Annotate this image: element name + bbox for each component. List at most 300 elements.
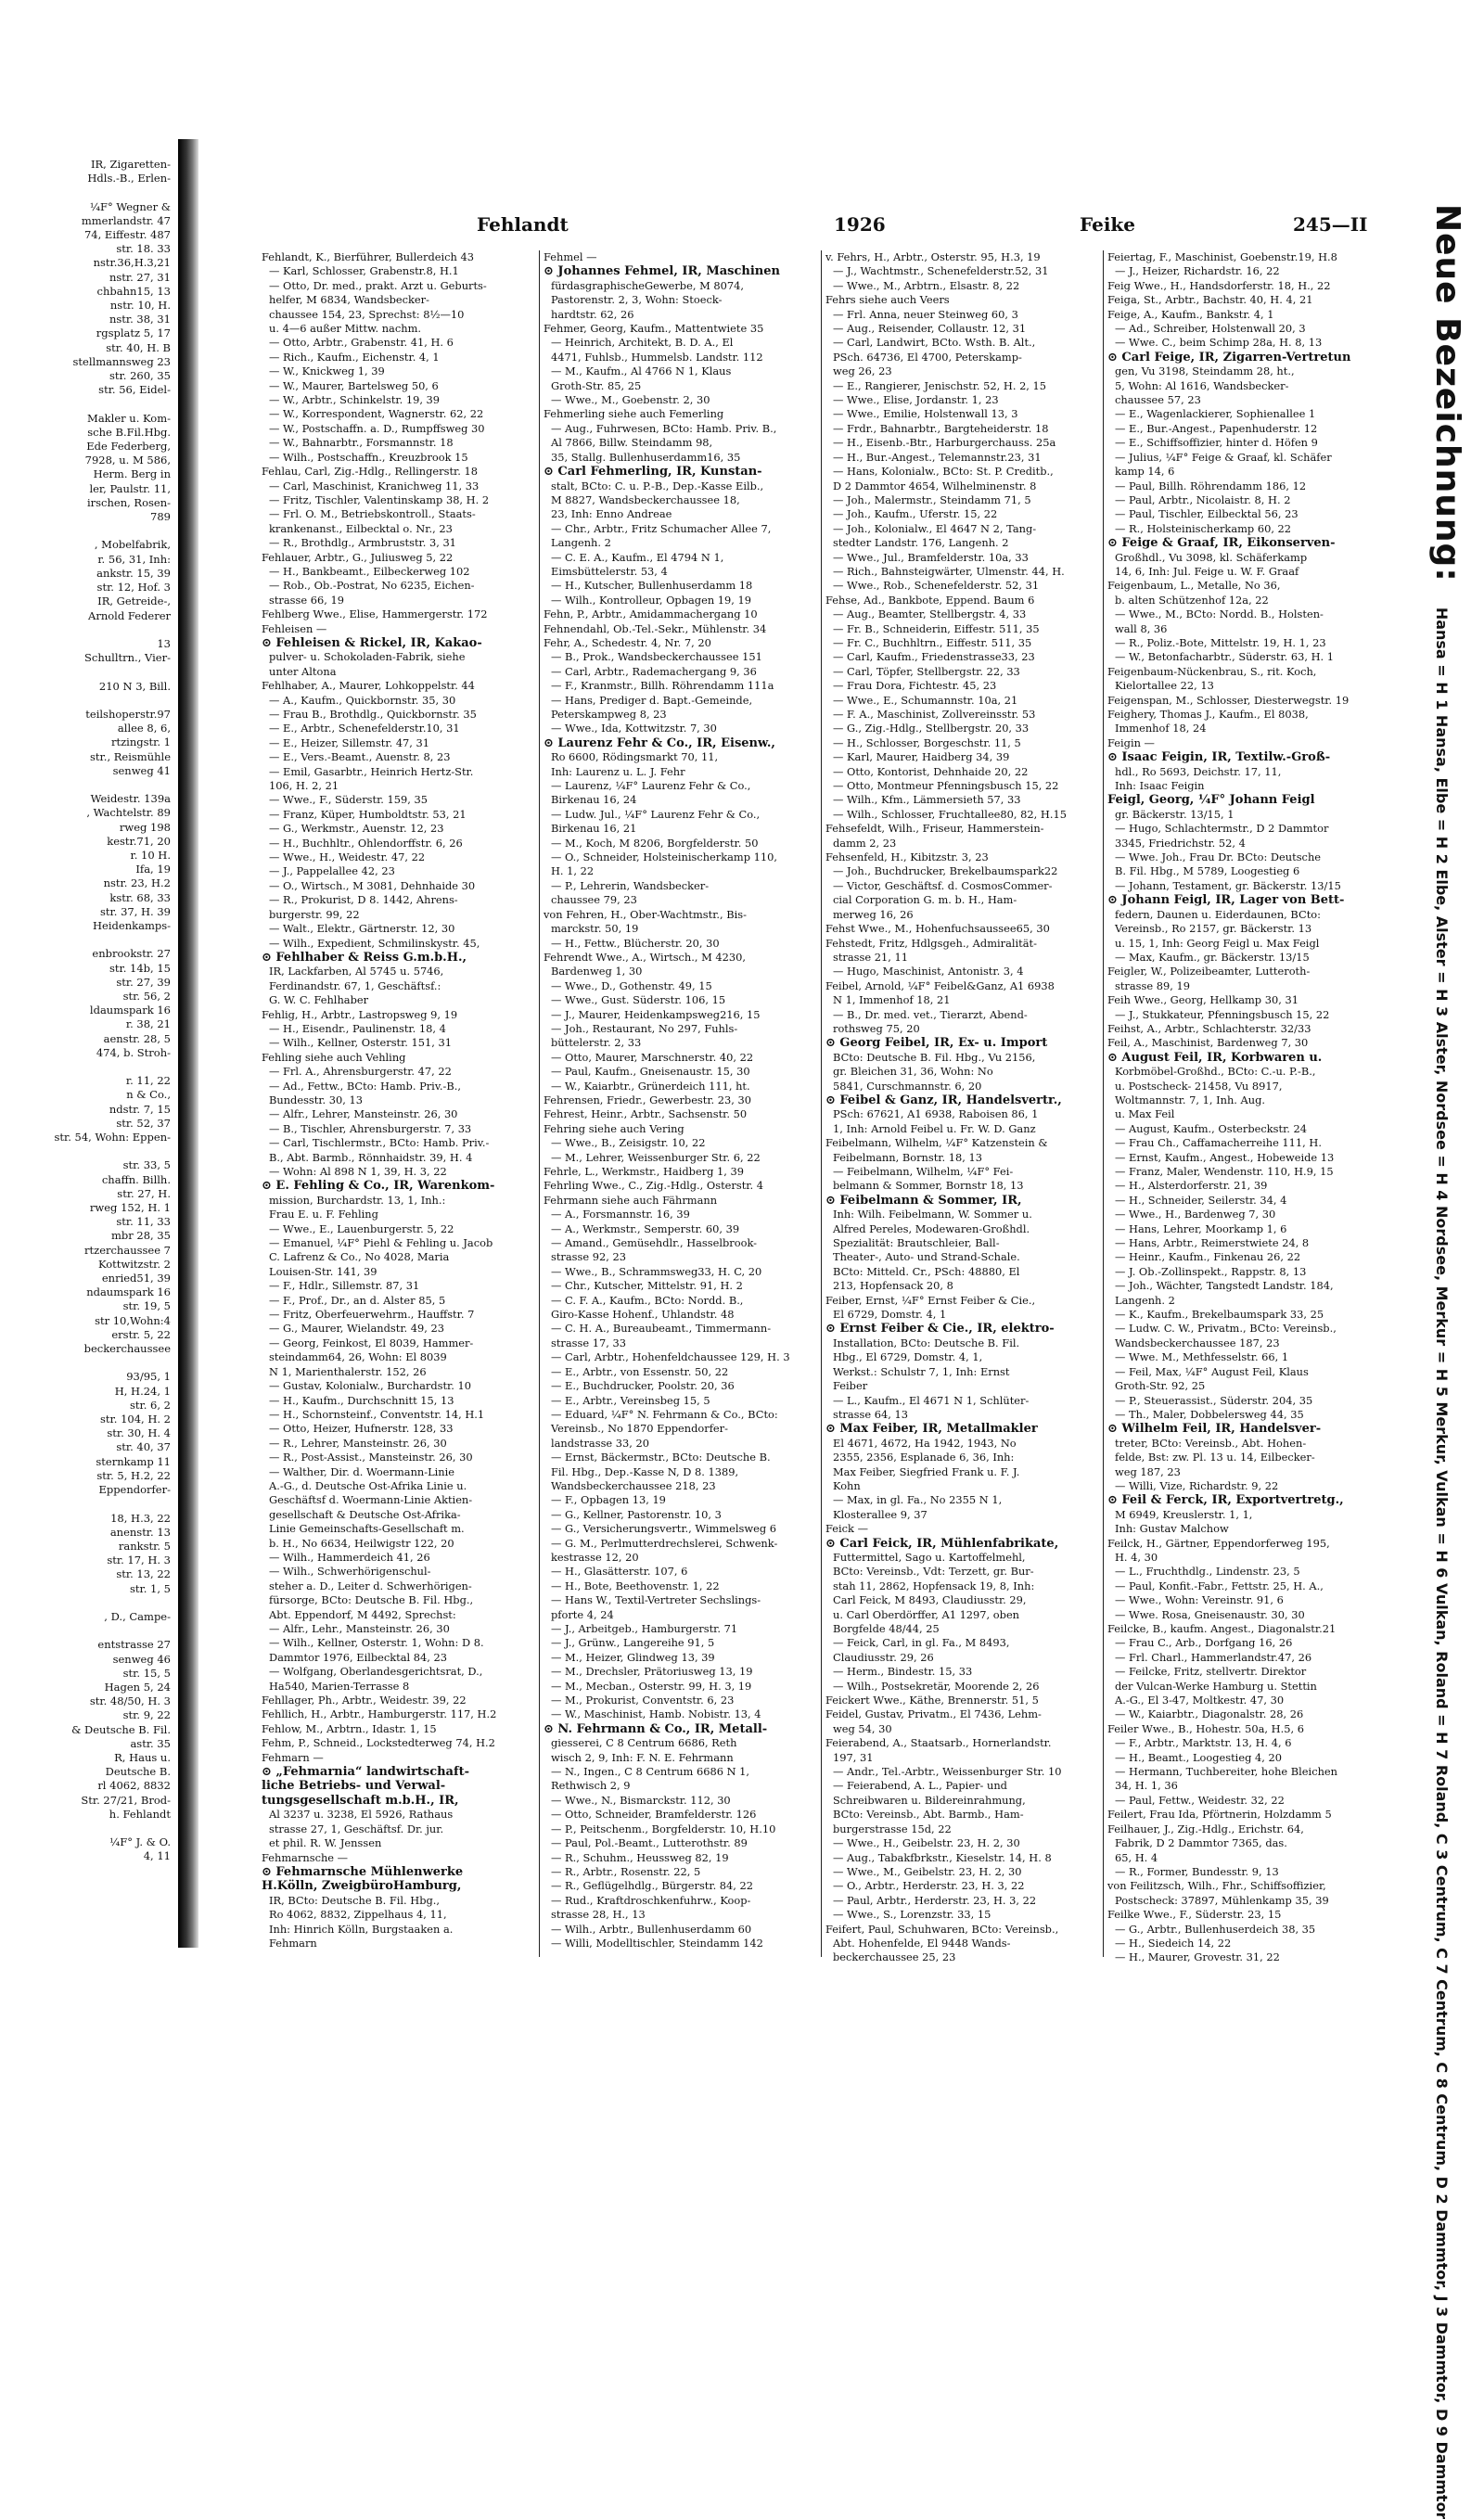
directory-entry: — Alfr., Lehr., Mansteinstr. 26, 30: [269, 1622, 450, 1635]
directory-entry: — R., Poliz.-Bote, Mittelstr. 19, H. 1, 23: [1115, 635, 1326, 649]
directory-entry: — Wilh., Kellner, Osterstr. 1, Wohn: D 8.: [269, 1636, 484, 1650]
directory-entry: — H., Kutscher, Bullenhuserdamm 18: [551, 579, 753, 593]
directory-entry: strasse 17, 33: [551, 1336, 626, 1349]
directory-entry: — Fritz, Tischler, Valentinskamp 38, H. 2: [269, 492, 490, 506]
directory-entry: Fehmerling siehe auch Femerling: [544, 407, 724, 421]
directory-entry: — F., Kranmstr., Billh. Röhrendamm 111a: [551, 679, 774, 693]
directory-entry: — J., Grünw., Langereihe 91, 5: [551, 1636, 715, 1650]
directory-entry: ⊙ Carl Feick, IR, Mühlenfabrikate,: [825, 1536, 1059, 1551]
directory-entry: Hbg., El 6729, Domstr. 4, 1,: [833, 1350, 983, 1364]
left-page-line: Str. 27/21, Brod-: [81, 1793, 171, 1807]
left-page-line: nstr. 27, 31: [109, 270, 171, 284]
directory-entry: Fehrmann siehe auch Fährmann: [544, 1193, 718, 1207]
left-page-line: Ede Federberg,: [86, 440, 171, 454]
directory-entry: — Walt., Elektr., Gärtnerstr. 12, 30: [269, 922, 455, 936]
left-page-line: senweg 46: [112, 1652, 171, 1666]
directory-entry: Fehlig, H., Arbtr., Lastropsweg 9, 19: [262, 1007, 458, 1021]
directory-entry: El 4671, 4672, Ha 1942, 1943, No: [833, 1436, 1017, 1450]
directory-entry: — Ernst, Bäckermstr., BCto: Deutsche B.: [551, 1451, 771, 1464]
left-page-line: nstr. 23, H.2: [103, 876, 171, 890]
left-page-line: str. 40, H. B: [106, 340, 171, 354]
left-page-line: senweg 41: [112, 763, 171, 777]
directory-entry: — O., Schneider, Holsteinischerkamp 110,: [551, 850, 777, 864]
directory-entry: Bundesstr. 30, 13: [269, 1093, 364, 1106]
directory-entry: wall 8, 36: [1115, 621, 1168, 635]
directory-entry: Langenh. 2: [551, 536, 611, 550]
directory-entry: wisch 2, 9, Inh: F. N. E. Fehrmann: [551, 1750, 734, 1764]
directory-entry: Fehrling Wwe., C., Zig.-Hdlg., Osterstr. 4: [544, 1179, 763, 1193]
directory-entry: M 8827, Wandsbeckerchaussee 18,: [551, 492, 740, 506]
left-page-line: rweg 152, H. 1: [89, 1201, 171, 1215]
left-page-line: str. 48/50, H. 3: [89, 1694, 171, 1708]
directory-entry: Feiler Wwe., B., Hohestr. 50a, H.5, 6: [1107, 1721, 1304, 1735]
directory-entry: — H., Buchhltr., Ohlendorffstr. 6, 26: [269, 836, 463, 850]
left-page-line: [0, 1356, 176, 1370]
directory-entry: — Chr., Arbtr., Fritz Schumacher Allee 7,: [551, 521, 772, 535]
directory-entry: belmann & Sommer, Bornstr 18, 13: [833, 1179, 1024, 1193]
directory-entry: u. Max Feil: [1115, 1107, 1175, 1121]
directory-entry: — H., Schornsteinf., Conventstr. 14, H.1: [269, 1407, 485, 1421]
directory-entry: — W., Maurer, Bartelsweg 50, 6: [269, 378, 439, 392]
left-page-line: [0, 778, 176, 792]
directory-entry: Fehn, P., Arbtr., Amidammachergang 10: [544, 607, 758, 621]
directory-entry: — Ernst, Kaufm., Angest., Hobeweide 13: [1115, 1150, 1335, 1164]
directory-entry: — B., Tischler, Ahrensburgerstr. 7, 33: [269, 1121, 472, 1135]
directory-entry: PSch. 64736, El 4700, Peterskamp-: [833, 350, 1022, 364]
directory-column-4: [1107, 250, 1378, 1964]
directory-entry: ⊙ Fehmarnsche Mühlenwerke: [262, 1864, 464, 1879]
directory-entry: — Wwe., H., Bardenweg 7, 30: [1115, 1208, 1276, 1221]
directory-entry: — R., Geflügelhdlg., Bürgerstr. 84, 22: [551, 1879, 754, 1893]
left-page-line: & Deutsche B. Fil.: [71, 1722, 171, 1736]
directory-entry: 14, 6, Inh: Jul. Feige u. W. F. Graaf: [1115, 564, 1299, 578]
directory-entry: — Wwe., Gust. Süderstr. 106, 15: [551, 993, 726, 1007]
directory-entry: Fehnendahl, Ob.-Tel.-Sekr., Mühlenstr. 34: [544, 621, 767, 635]
directory-entry: kestrasse 12, 20: [551, 1550, 639, 1564]
directory-entry: — Amand., Gemüsehdlr., Hasselbrook-: [551, 1236, 758, 1250]
left-page-line: Herm. Berg in: [93, 467, 171, 481]
directory-entry: Wandsbeckerchaussee 218, 23: [551, 1478, 716, 1492]
directory-entry: Woltmannstr. 7, 1, Inh. Aug.: [1115, 1093, 1265, 1106]
directory-entry: — Otto, Montmeur Pfenningsbusch 15, 22: [833, 779, 1059, 793]
left-page-line: Weidestr. 139a: [90, 792, 171, 806]
directory-entry: ⊙ Feige & Graaf, IR, Eikonserven-: [1107, 536, 1336, 551]
directory-entry: Borgfelde 48/44, 25: [833, 1622, 940, 1635]
left-page-line: kstr. 68, 33: [109, 890, 171, 904]
directory-entry: — W., Kaiarbtr., Grünerdeich 111, ht.: [551, 1079, 750, 1093]
directory-entry: — Otto, Kontorist, Dehnhaide 20, 22: [833, 764, 1029, 778]
directory-entry: — Aug., Reisender, Collaustr. 12, 31: [833, 322, 1027, 336]
directory-entry: — Frau B., Brothdlg., Quickbornstr. 35: [269, 708, 477, 721]
directory-entry: — W., Maschinist, Hamb. Nobistr. 13, 4: [551, 1707, 761, 1721]
directory-entry: — F., Opbagen 13, 19: [551, 1493, 666, 1507]
left-page-line: sternkamp 11: [96, 1454, 171, 1468]
directory-entry: — Wwe., H., Weidestr. 47, 22: [269, 850, 426, 864]
directory-entry: — Julius, ¼F° Feige & Graaf, kl. Schäfer: [1115, 450, 1332, 464]
directory-entry: hdl., Ro 5693, Deichstr. 17, 11,: [1115, 764, 1282, 778]
directory-entry: stedter Landstr. 176, Langenh. 2: [833, 536, 1009, 550]
directory-entry: steindamm64, 26, Wohn: El 8039: [269, 1350, 447, 1364]
left-page-line: allee 8, 6,: [117, 722, 171, 735]
directory-entry: Feigenspan, M., Schlosser, Diesterwegstr. 19: [1107, 693, 1350, 707]
directory-entry: — J. Ob.-Zollinspekt., Rappstr. 8, 13: [1115, 1264, 1307, 1278]
directory-entry: marckstr. 50, 19: [551, 922, 639, 936]
left-page-line: nstr. 38, 31: [109, 313, 171, 326]
directory-entry: — C. E. A., Kaufm., El 4794 N 1,: [551, 550, 724, 564]
directory-entry: Fabrik, D 2 Dammtor 7365, das.: [1115, 1836, 1287, 1850]
directory-entry: — M., Koch, M 8206, Borgfelderstr. 50: [551, 836, 759, 850]
directory-entry: ⊙ Laurenz Fehr & Co., IR, Eisenw.,: [544, 735, 775, 750]
directory-entry: Al 7866, Billw. Steindamm 98,: [551, 436, 713, 450]
left-page-line: rtzerchaussee 7: [84, 1243, 171, 1257]
directory-entry: strasse 21, 11: [833, 950, 908, 964]
left-page-line: ndstr. 7, 15: [109, 1102, 171, 1116]
directory-entry: — M., Kaufm., Al 4766 N 1, Klaus: [551, 364, 732, 378]
directory-entry: Installation, BCto: Deutsche B. Fil.: [833, 1336, 1020, 1349]
directory-entry: rothsweg 75, 20: [833, 1021, 920, 1035]
directory-entry: Fil. Hbg., Dep.-Kasse N, D 8. 1389,: [551, 1464, 739, 1478]
directory-entry: Fehrs siehe auch Veers: [825, 293, 950, 307]
directory-entry: — Emil, Gasarbtr., Heinrich Hertz-Str.: [269, 764, 474, 778]
directory-entry: — M., Lehrer, Weissenburger Str. 6, 22: [551, 1150, 761, 1164]
directory-entry: damm 2, 23: [833, 836, 897, 850]
directory-entry: — Wwe., Jul., Bramfelderstr. 10a, 33: [833, 550, 1029, 564]
directory-entry: — Gustav, Kolonialw., Burchardstr. 10: [269, 1379, 471, 1393]
left-page-line: teilshoperstr.97: [85, 707, 171, 721]
directory-entry: strasse 64, 13: [833, 1407, 908, 1421]
header-last-name: Feike: [1080, 213, 1136, 236]
directory-entry: — Hugo, Schlachtermstr., D 2 Dammtor: [1115, 822, 1329, 836]
directory-entry: — Joh., Malermstr., Steindamm 71, 5: [833, 492, 1031, 506]
left-page-line: str. 30, H. 4: [107, 1426, 171, 1440]
left-page-line: enried51, 39: [101, 1272, 171, 1285]
directory-entry: Langenh. 2: [1115, 1293, 1175, 1307]
directory-entry: — E., Bur.-Angest., Papenhuderstr. 12: [1115, 421, 1318, 435]
directory-entry: Feifert, Paul, Schuhwaren, BCto: Vereinsb.,: [825, 1922, 1059, 1936]
left-page-line: r. 56, 31, Inh:: [97, 552, 171, 566]
directory-entry: Carl Feick, M 8493, Claudiusstr. 29,: [833, 1593, 1027, 1607]
directory-entry: BCto: Vereinsb., Vdt: Terzett, gr. Bur-: [833, 1565, 1034, 1579]
directory-entry: — Paul, Tischler, Eilbecktal 56, 23: [1115, 507, 1298, 521]
left-page-line: nstr. 10, H.: [109, 299, 171, 313]
directory-entry: — Wwe. Rosa, Gneisenaustr. 30, 30: [1115, 1607, 1305, 1621]
directory-entry: — Wilh., Postschaffn., Kreuzbrook 15: [269, 450, 468, 464]
directory-entry: — M., Prokurist, Conventstr. 6, 23: [551, 1694, 735, 1707]
directory-entry: Feilert, Frau Ida, Pförtnerin, Holzdamm 5: [1107, 1808, 1332, 1822]
directory-entry: v. Fehrs, H., Arbtr., Osterstr. 95, H.3, 19: [825, 250, 1041, 263]
left-page-line: 93/95, 1: [126, 1370, 171, 1384]
directory-entry: — N., Ingen., C 8 Centrum 6686 N 1,: [551, 1765, 750, 1779]
directory-entry: IR, Lackfarben, Al 5745 u. 5746,: [269, 965, 444, 978]
directory-entry: — Paul, Fettw., Weidestr. 32, 22: [1115, 1793, 1285, 1807]
left-page-line: , D., Campe-: [104, 1609, 171, 1623]
directory-entry: — Eduard, ¼F° N. Fehrmann & Co., BCto:: [551, 1407, 778, 1421]
directory-entry: Fehling siehe auch Vehling: [262, 1050, 406, 1064]
directory-entry: — Carl, Kaufm., Friedenstrasse33, 23: [833, 650, 1035, 664]
directory-columns: [262, 250, 1421, 1964]
directory-entry: — Paul, Arbtr., Herderstr. 23, H. 3, 22: [833, 1893, 1037, 1907]
directory-entry: giesserei, C 8 Centrum 6686, Reth: [551, 1736, 737, 1750]
directory-entry: G. W. C. Fehlhaber: [269, 993, 369, 1007]
directory-entry: ⊙ Feibelmann & Sommer, IR,: [825, 1193, 1022, 1208]
left-page-line: Deutsche B.: [105, 1765, 171, 1779]
left-page-line: str. 12, Hof. 3: [96, 581, 171, 595]
directory-entry: — Wwe. M., Methfesselstr. 66, 1: [1115, 1350, 1289, 1364]
directory-entry: — E., Arbtr., von Essenstr. 50, 22: [551, 1364, 729, 1378]
directory-entry: — Wilh., Kontrolleur, Opbagen 19, 19: [551, 593, 752, 607]
directory-entry: Feigler, W., Polizeibeamter, Lutteroth-: [1107, 965, 1311, 978]
left-page-line: str. 13, 22: [116, 1567, 171, 1581]
directory-entry: Rethwisch 2, 9: [551, 1779, 631, 1793]
left-page-line: [0, 1596, 176, 1610]
directory-entry: — Frl. Anna, neuer Steinweg 60, 3: [833, 307, 1018, 321]
directory-entry: fürsorge, BCto: Deutsche B. Fil. Hbg.,: [269, 1593, 474, 1607]
directory-entry: — Franz, Maler, Wendenstr. 110, H.9, 15: [1115, 1165, 1334, 1178]
directory-entry: — Aug., Beamter, Stellbergstr. 4, 33: [833, 607, 1027, 621]
left-page-line: str. 56, Eidel-: [98, 383, 171, 397]
directory-entry: — W., Bahnarbtr., Forsmannstr. 18: [269, 436, 454, 450]
left-page-line: 13: [157, 636, 171, 650]
directory-entry: strasse 92, 23: [551, 1250, 626, 1264]
directory-entry: — Frau Ch., Caffamacherreihe 111, H.: [1115, 1136, 1322, 1150]
directory-entry: — J., Maurer, Heidenkampsweg216, 15: [551, 1007, 761, 1021]
directory-column-3: [825, 250, 1096, 1964]
directory-entry: — F., Hdlr., Sillemstr. 87, 31: [269, 1279, 420, 1293]
directory-entry: Fehleisen —: [262, 621, 327, 635]
directory-entry: — Rich., Kaufm., Eichenstr. 4, 1: [269, 350, 440, 364]
directory-entry: — H., Maurer, Grovestr. 31, 22: [1115, 1950, 1280, 1964]
directory-entry: Fehllich, H., Arbtr., Hamburgerstr. 117, H.2: [262, 1707, 497, 1721]
directory-entry: pforte 4, 24: [551, 1607, 614, 1621]
directory-entry: Feigenbaum, L., Metalle, No 36,: [1107, 579, 1281, 593]
directory-entry: Futtermittel, Sago u. Kartoffelmehl,: [833, 1550, 1026, 1564]
left-page-line: str. 52, 37: [116, 1116, 171, 1130]
directory-entry: — Hans, Kolonialw., BCto: St. P. Creditb.,: [833, 465, 1054, 479]
left-page-line: Hagen 5, 24: [104, 1680, 171, 1694]
directory-entry: — Wwe., Rob., Schenefelderstr. 52, 31: [833, 579, 1040, 593]
directory-entry: ⊙ Max Feiber, IR, Metallmakler: [825, 1422, 1038, 1437]
directory-entry: — H., Eisendr., Paulinenstr. 18, 4: [269, 1021, 446, 1035]
left-page-line: str. 19, 5: [122, 1299, 171, 1313]
directory-entry: Ferdinandstr. 67, 1, Geschäftsf.:: [269, 978, 441, 992]
directory-entry: 65, H. 4: [1115, 1850, 1158, 1864]
directory-entry: u. 15, 1, Inh: Georg Feigl u. Max Feigl: [1115, 936, 1320, 950]
directory-entry: — August, Kaufm., Osterbeckstr. 24: [1115, 1121, 1307, 1135]
directory-entry: — Wilh., Kfm., Lämmersieth 57, 33: [833, 793, 1021, 807]
directory-entry: Pastorenstr. 2, 3, Wohn: Stoeck-: [551, 293, 723, 307]
directory-entry: chaussee 154, 23, Sprechst: 8½—10: [269, 307, 465, 321]
directory-entry: 2355, 2356, Esplanade 6, 36, Inh:: [833, 1451, 1015, 1464]
directory-entry: — Joh., Restaurant, No 297, Fuhls-: [551, 1021, 738, 1035]
directory-entry: Fehmarn: [269, 1936, 317, 1950]
directory-entry: — Wwe., Wohn: Vereinstr. 91, 6: [1115, 1593, 1284, 1607]
directory-entry: — H., Glasätterstr. 107, 6: [551, 1565, 688, 1579]
column-rule: [1103, 250, 1104, 1957]
directory-entry: Fehlau, Carl, Zig.-Hdlg., Rellingerstr. 18: [262, 465, 478, 479]
directory-entry: Frau E. u. F. Fehling: [269, 1208, 378, 1221]
directory-entry: strasse 66, 19: [269, 593, 344, 607]
directory-entry: — H., Schneider, Seilerstr. 34, 4: [1115, 1193, 1287, 1207]
directory-entry: — H., Fettw., Blücherstr. 20, 30: [551, 936, 720, 950]
directory-entry: von Fehren, H., Ober-Wachtmstr., Bis-: [544, 907, 747, 921]
left-page-line: kestr.71, 20: [107, 834, 171, 848]
directory-entry: von Feilitzsch, Wilh., Fhr., Schiffsoffizier,: [1107, 1879, 1326, 1893]
directory-entry: fürdasgraphischeGewerbe, M 8074,: [551, 278, 744, 292]
directory-entry: — Karl, Schlosser, Grabenstr.8, H.1: [269, 264, 459, 278]
left-page-line: Ifa, 19: [135, 863, 171, 876]
directory-entry: — J., Pappelallee 42, 23: [269, 864, 395, 878]
directory-entry: — Otto, Maurer, Marschnerstr. 40, 22: [551, 1050, 754, 1064]
directory-entry: Feidel, Gustav, Privatm., El 7436, Lehm-: [825, 1707, 1042, 1721]
directory-entry: Inh: Isaac Feigin: [1115, 779, 1205, 793]
directory-entry: — Heinr., Kaufm., Finkenau 26, 22: [1115, 1250, 1301, 1264]
directory-entry: 3345, Friedrichstr. 52, 4: [1115, 836, 1246, 850]
directory-entry: — R., Arbtr., Rosenstr. 22, 5: [551, 1864, 701, 1878]
directory-entry: — Wwe., M., Goebenstr. 2, 30: [551, 393, 710, 407]
left-page-line: ldaumspark 16: [89, 1004, 171, 1017]
directory-entry: Al 3237 u. 3238, El 5926, Rathaus: [269, 1808, 454, 1822]
left-page-line: str. 54, Wohn: Eppen-: [54, 1131, 171, 1144]
directory-entry: ⊙ Carl Feige, IR, Zigarren-Vertretun: [1107, 350, 1351, 364]
directory-entry: — Wwe. C., beim Schimp 28a, H. 8, 13: [1115, 336, 1323, 350]
directory-entry: — Frl. A., Ahrensburgerstr. 47, 22: [269, 1065, 452, 1079]
directory-entry: — Laurenz, ¼F° Laurenz Fehr & Co.,: [551, 779, 751, 793]
directory-entry: Feihst, A., Arbtr., Schlachterstr. 32/33: [1107, 1021, 1311, 1035]
directory-entry: — F. A., Maschinist, Zollvereinsstr. 53: [833, 708, 1036, 721]
directory-entry: — E., Buchdrucker, Poolstr. 20, 36: [551, 1379, 735, 1393]
directory-entry: Fehllager, Ph., Arbtr., Weidestr. 39, 22: [262, 1694, 467, 1707]
left-page-line: str. 18. 33: [116, 242, 171, 256]
directory-entry: — Feierabend, A. L., Papier- und: [833, 1779, 1007, 1793]
directory-entry: Fehrest, Heinr., Arbtr., Sachsenstr. 50: [544, 1107, 748, 1121]
directory-entry: — Frau C., Arb., Dorfgang 16, 26: [1115, 1636, 1293, 1650]
left-page-line: str. 11, 33: [116, 1215, 171, 1229]
directory-entry: — E., Arbtr., Vereinsbeg 15, 5: [551, 1393, 710, 1407]
left-page-line: str. 27, 39: [116, 975, 171, 989]
directory-entry: Feig Wwe., H., Handsdorferstr. 18, H., 22: [1107, 278, 1331, 292]
directory-entry: — G., Arbtr., Bullenhuserdeich 38, 35: [1115, 1922, 1316, 1936]
directory-entry: H.Kölln, ZweigbüroHamburg,: [262, 1879, 462, 1894]
directory-entry: — H., Siedeich 14, 22: [1115, 1936, 1232, 1950]
left-page-line: 210 N 3, Bill.: [98, 679, 171, 693]
left-page-line: rtzingstr. 1: [110, 735, 171, 749]
directory-entry: pulver- u. Schokoladen-Fabrik, siehe: [269, 650, 466, 664]
side-note-subtitle: Hansa = H 1 Hansa, Elbe = H 2 Elbe, Alster = H 3 Alster, Nordsee = H 4 Nordsee, Merkur = H 5 Merkur, Vulkan = H 6 Vulkan, Roland = H 7 Roland, C 3 Centrum, C 7 Centrum, C 8 Centrum, D 2 Dammtor, J 3 Dammtor, D 9 Dammtor: [1433, 607, 1451, 2519]
directory-entry: hardtstr. 62, 26: [551, 307, 634, 321]
directory-entry: — Carl, Arbtr., Hohenfeldchaussee 129, H. 3: [551, 1350, 790, 1364]
left-page-line: [0, 1624, 176, 1638]
left-page-line: rl 4062, 8832: [97, 1779, 171, 1793]
directory-entry: — Walther, Dir. d. Woermann-Linie: [269, 1464, 455, 1478]
left-page-line: Arnold Federer: [88, 608, 171, 622]
directory-entry: Wandsbeckerchaussee 187, 23: [1115, 1336, 1280, 1349]
directory-entry: kamp 14, 6: [1115, 465, 1175, 479]
left-page-line: str. 104, H. 2: [100, 1413, 171, 1426]
directory-entry: — Paul, Konfit.-Fabr., Fettstr. 25, H. A.,: [1115, 1579, 1324, 1592]
left-facing-page: [0, 158, 176, 1901]
directory-entry: — M., Drechsler, Prätoriusweg 13, 19: [551, 1665, 753, 1679]
directory-entry: — W., Korrespondent, Wagnerstr. 62, 22: [269, 407, 484, 421]
left-page-line: r. 10 H.: [130, 848, 171, 862]
directory-entry: Fehstedt, Fritz, Hdlgsgeh., Admiralität-: [825, 936, 1037, 950]
directory-entry: C. Lafrenz & Co., No 4028, Maria: [269, 1250, 450, 1264]
directory-entry: B. Fil. Hbg., M 5789, Loogestieg 6: [1115, 864, 1300, 878]
directory-entry: — Andr., Tel.-Arbtr., Weissenburger Str. 10: [833, 1765, 1062, 1779]
directory-entry: burgerstrasse 15d, 22: [833, 1822, 952, 1835]
directory-entry: — Feil, Max, ¼F° August Feil, Klaus: [1115, 1364, 1309, 1378]
directory-entry: — Frl. O. M., Betriebskontroll., Staats-: [269, 507, 476, 521]
directory-entry: Groth-Str. 92, 25: [1115, 1379, 1206, 1393]
directory-entry: Fehrensen, Friedr., Gewerbestr. 23, 30: [544, 1093, 752, 1106]
directory-entry: — Wwe., M., Geibelstr. 23, H. 2, 30: [833, 1864, 1022, 1878]
running-header: [263, 213, 1376, 243]
directory-entry: — M., Mecban., Osterstr. 99, H. 3, 19: [551, 1679, 752, 1693]
directory-entry: Feilhauer, J., Zig.-Hdlg., Erichstr. 64,: [1107, 1822, 1304, 1835]
directory-entry: — Ad., Schreiber, Holstenwall 20, 3: [1115, 322, 1306, 336]
directory-entry: BCto: Vereinsb., Abt. Barmb., Ham-: [833, 1808, 1024, 1822]
left-page-line: [0, 665, 176, 679]
directory-entry: — W., Kaiarbtr., Diagonalstr. 28, 26: [1115, 1707, 1304, 1721]
directory-entry: u. Carl Oberdörffer, A1 1297, oben: [833, 1607, 1020, 1621]
directory-entry: — P., Peitschenm., Borgfelderstr. 10, H.10: [551, 1822, 776, 1835]
directory-entry: mission, Burchardstr. 13, 1, Inh.:: [269, 1193, 446, 1207]
directory-entry: — Wilh., Kellner, Osterstr. 151, 31: [269, 1036, 453, 1050]
directory-entry: Peterskampweg 8, 23: [551, 708, 667, 721]
directory-entry: Groth-Str. 85, 25: [551, 378, 642, 392]
directory-entry: Max Feiber, Siegfried Frank u. F. J.: [833, 1464, 1020, 1478]
directory-entry: — Feibelmann, Wilhelm, ¼F° Fei-: [833, 1165, 1014, 1178]
directory-entry: Postscheck: 37897, Mühlenkamp 35, 39: [1115, 1893, 1329, 1907]
directory-entry: ⊙ E. Fehling & Co., IR, Warenkom-: [262, 1179, 495, 1194]
directory-entry: Feick —: [825, 1522, 868, 1536]
directory-entry: — J., Arbeitgeb., Hamburgerstr. 71: [551, 1622, 738, 1635]
left-page-line: str. 40, 37: [116, 1440, 171, 1454]
left-page-line: ¼F° J. & O.: [109, 1835, 171, 1849]
left-page-line: Hdls.-B., Erlen-: [87, 172, 171, 185]
left-page-line: IR, Getreide-,: [97, 595, 171, 608]
directory-entry: — Herm., Bindestr. 15, 33: [833, 1665, 973, 1679]
directory-entry: — Carl, Arbtr., Rademachergang 9, 36: [551, 664, 757, 678]
directory-entry: gesellschaft & Deutsche Ost-Afrika-: [269, 1507, 461, 1521]
directory-entry: u. Postscheck- 21458, Vu 8917,: [1115, 1079, 1283, 1093]
directory-entry: — Aug., Tabakfbrkstr., Kieselstr. 14, H. 8: [833, 1850, 1052, 1864]
directory-entry: — H., Bankbeamt., Eilbeckerweg 102: [269, 564, 470, 578]
directory-entry: — Hans, Arbtr., Reimerstwiete 24, 8: [1115, 1236, 1310, 1250]
directory-entry: — B., Dr. med. vet., Tierarzt, Abend-: [833, 1007, 1028, 1021]
directory-entry: Feiber: [833, 1379, 868, 1393]
directory-entry: weg 26, 23: [833, 364, 892, 378]
directory-entry: — H., Schlosser, Borgeschstr. 11, 5: [833, 735, 1021, 749]
directory-entry: Immenhof 18, 24: [1115, 722, 1207, 735]
directory-entry: — H., Bur.-Angest., Telemannstr.23, 31: [833, 450, 1042, 464]
directory-entry: — Hans, Prediger d. Bapt.-Gemeinde,: [551, 693, 753, 707]
directory-entry: — Wilh., Hammerdeich 41, 26: [269, 1550, 430, 1564]
directory-entry: — Paul, Billh. Röhrendamm 186, 12: [1115, 479, 1307, 492]
left-page-line: H, H.24, 1: [114, 1384, 171, 1398]
directory-entry: Fehse, Ad., Bankbote, Eppend. Baum 6: [825, 593, 1035, 607]
directory-entry: — A., Forsmannstr. 16, 39: [551, 1208, 690, 1221]
directory-entry: stalt, BCto: C. u. P.-B., Dep.-Kasse Eilb.,: [551, 479, 764, 492]
header-first-name: Fehlandt: [477, 213, 569, 236]
directory-entry: — Frl. Charl., Hammerlandstr.47, 26: [1115, 1650, 1312, 1664]
directory-entry: — Feick, Carl, in gl. Fa., M 8493,: [833, 1636, 1010, 1650]
directory-entry: — Paul, Arbtr., Nicolaistr. 8, H. 2: [1115, 492, 1291, 506]
directory-entry: ⊙ Johann Feigl, IR, Lager von Bett-: [1107, 893, 1345, 908]
left-page-line: rankstr. 5: [118, 1539, 171, 1553]
left-page-line: [0, 185, 176, 199]
directory-entry: — Wwe., M., Arbtrn., Elsastr. 8, 22: [833, 278, 1020, 292]
directory-entry: — Wohn: Al 898 N 1, 39, H. 3, 22: [269, 1165, 447, 1178]
